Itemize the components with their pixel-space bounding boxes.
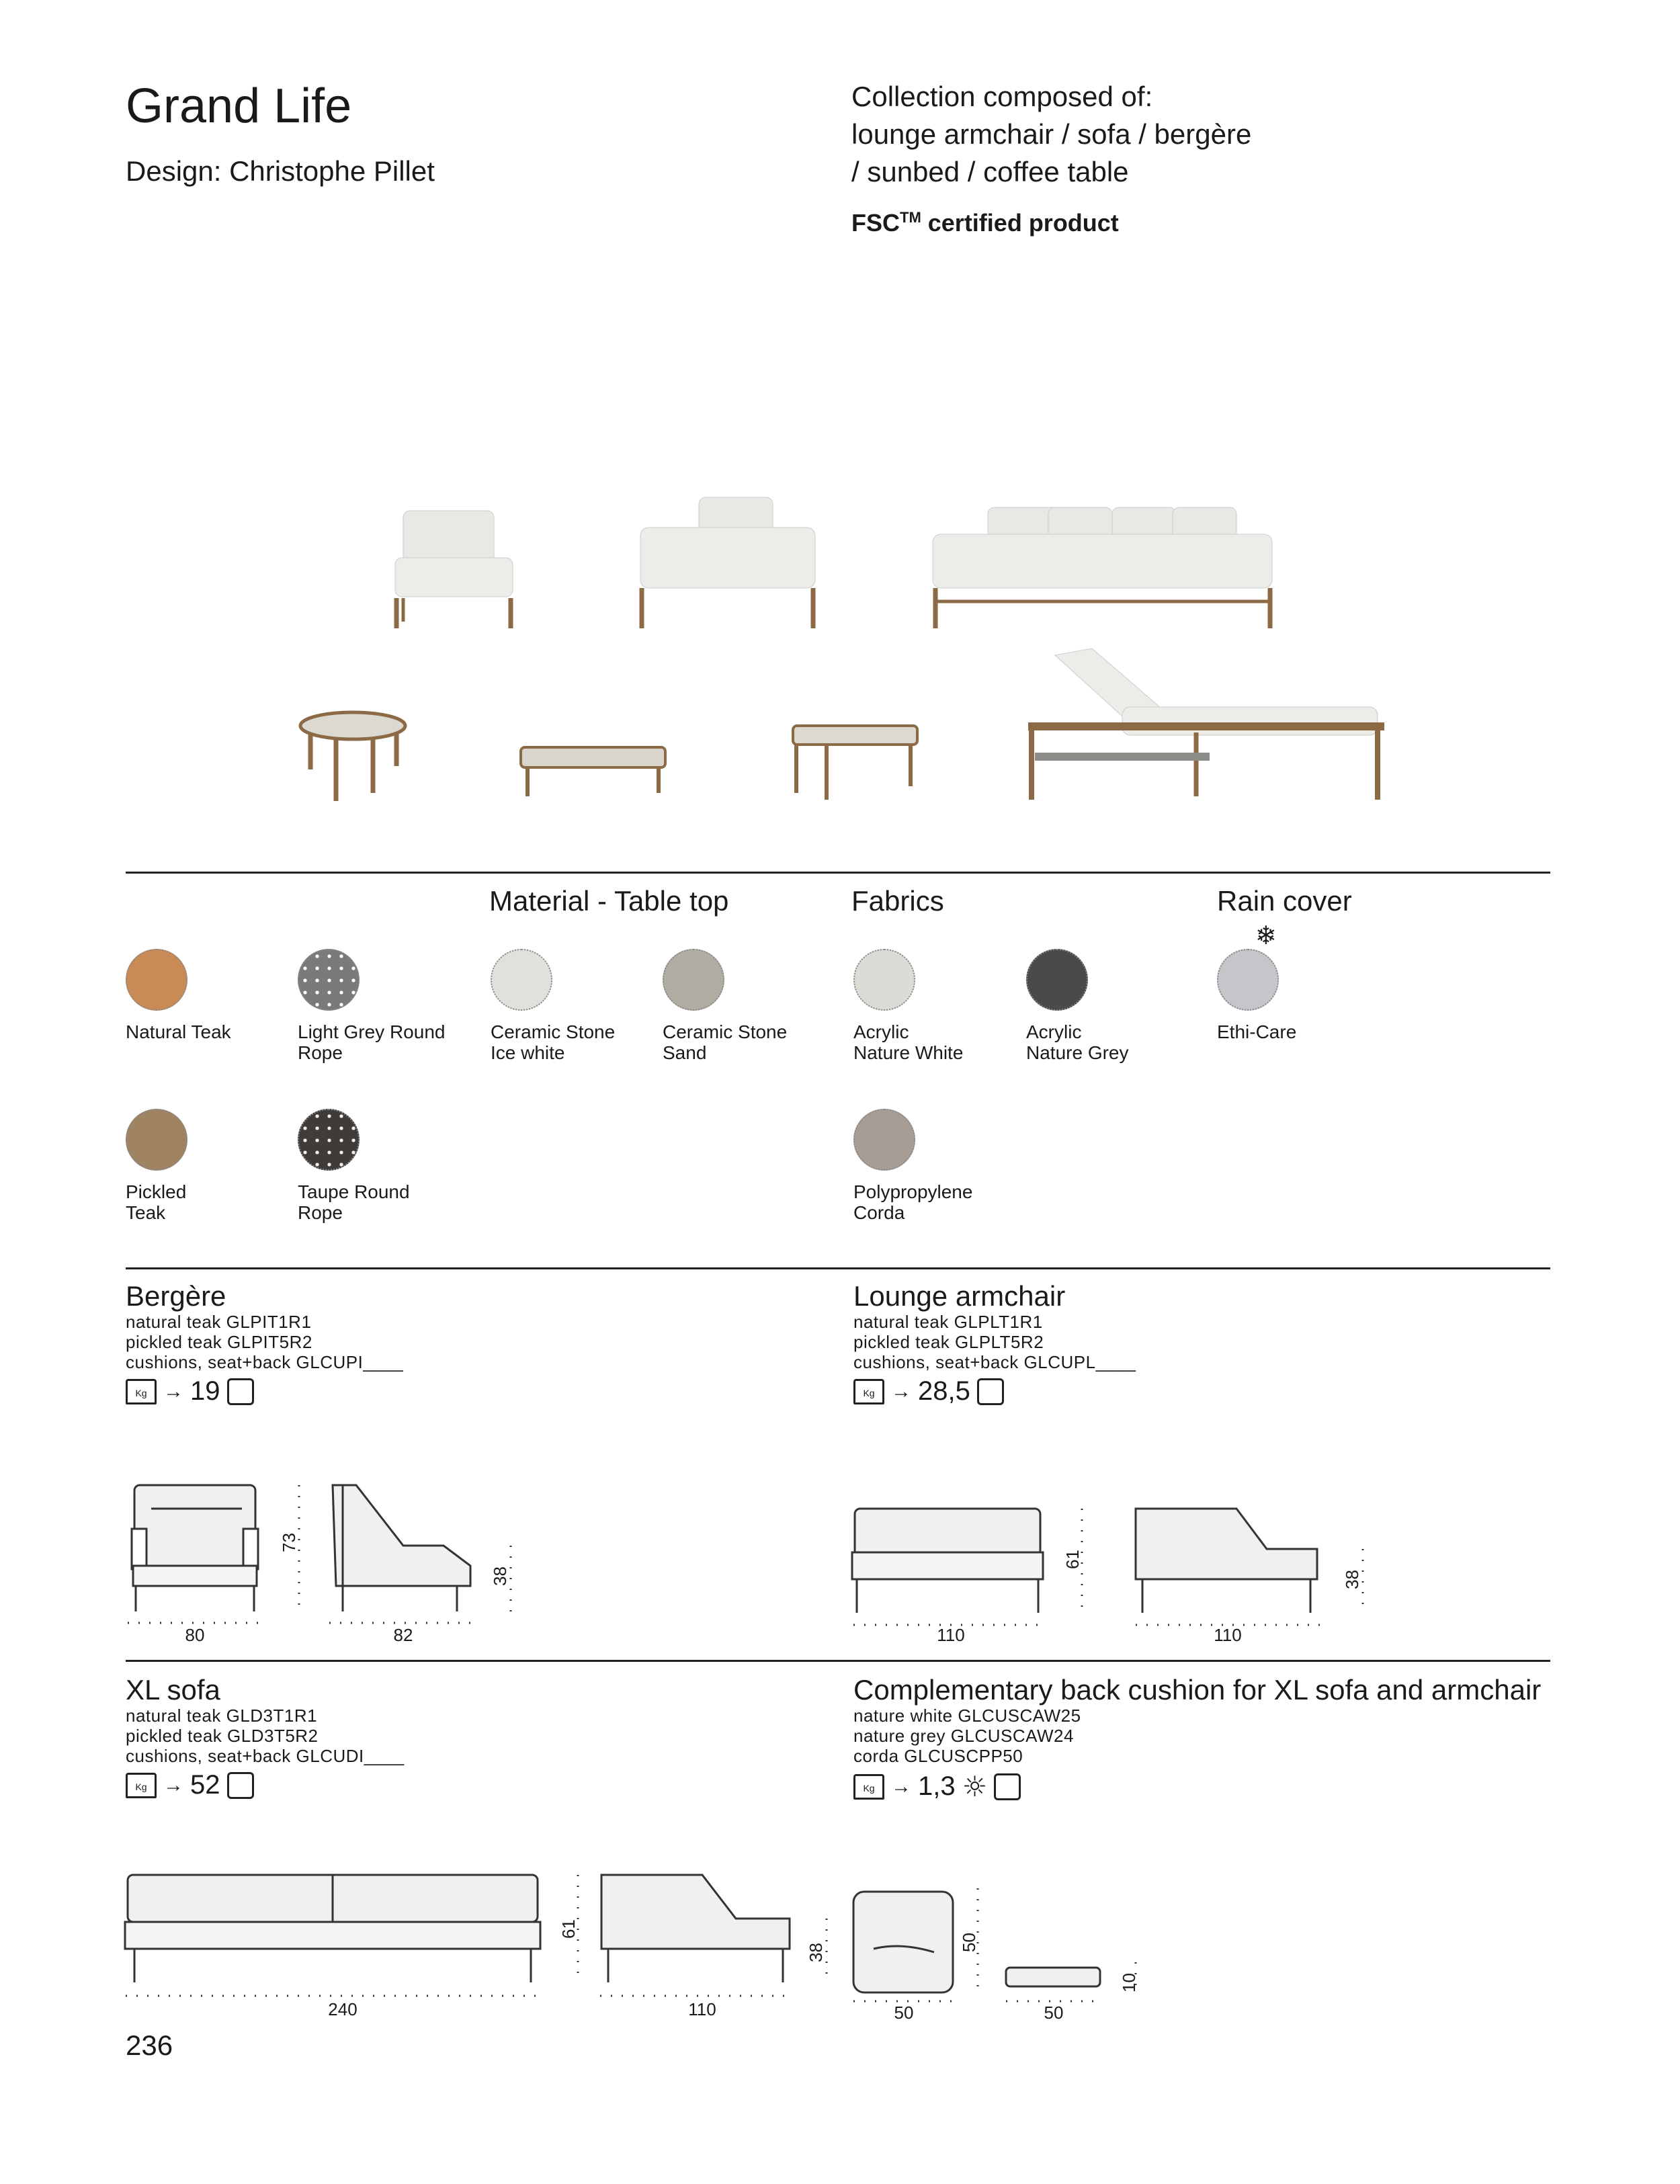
swatch-pickled-teak: Pickled Teak [126, 1109, 294, 1223]
arrow-icon: → [891, 1380, 911, 1402]
swatch-chip [663, 949, 724, 1011]
weight-value: 52 [190, 1770, 220, 1800]
collection-line: Collection composed of: [851, 81, 1153, 112]
snowflake-icon: ❄ [1255, 921, 1277, 950]
product-code: natural teak GLD3T1R1 [126, 1706, 318, 1726]
sofa-photo [933, 507, 1272, 628]
weight-row [853, 1770, 1541, 1803]
product-lounge-armchair [853, 1281, 1136, 1406]
weight-value: 1,3 [918, 1771, 956, 1801]
product-code: pickled teak GLD3T5R2 [126, 1726, 319, 1746]
product-title: XL sofa [126, 1674, 220, 1706]
cushion-icon [227, 1772, 254, 1799]
swatch-chip [126, 949, 187, 1011]
mid-table-photo [793, 726, 917, 800]
sunbed-photo [1028, 648, 1384, 800]
lounge-drawings [0, 1499, 1680, 1633]
divider [126, 1267, 1550, 1269]
product-code: natural teak GLPLT1R1 [853, 1312, 1043, 1332]
swatch-acrylic-nature-white: Acrylic Nature White [853, 949, 1021, 1063]
armchair-photo [395, 511, 513, 628]
collection-line: lounge armchair / sofa / bergère [851, 118, 1252, 150]
weight-kg-icon: Kg [853, 1774, 884, 1800]
dim-cushion-depth: 50 [1044, 2003, 1064, 2023]
arrow-icon: → [891, 1775, 911, 1798]
product-title: Bergère [126, 1280, 226, 1312]
weight-kg-icon: Kg [853, 1379, 884, 1404]
product-code: pickled teak GLPLT5R2 [853, 1332, 1044, 1352]
page-number: 236 [126, 2029, 173, 2061]
swatch-ceramic-sand: Ceramic Stone Sand [663, 949, 831, 1063]
fsc-label: FSC™ certified product [851, 209, 1119, 237]
collection-line: / sunbed / coffee table [851, 156, 1129, 187]
product-code: natural teak GLPIT1R1 [126, 1312, 312, 1332]
weight-value: 19 [190, 1376, 220, 1406]
cushion-icon [977, 1378, 1004, 1405]
product-code: nature white GLCUSCAW25 [853, 1706, 1081, 1726]
bergere-photo [640, 497, 815, 628]
swatch-chip [853, 1109, 915, 1171]
dim-height: 61 [1062, 1550, 1083, 1569]
swatch-chip [298, 1109, 360, 1171]
product-code: cushions, seat+back GLCUPL____ [853, 1352, 1136, 1372]
product-back-cushion [853, 1675, 1541, 1803]
cushion-icon [994, 1773, 1021, 1800]
dim-cushion-thickness: 10 [1118, 1973, 1139, 1992]
swatch-ceramic-ice-white: Ceramic Stone Ice white [491, 949, 659, 1063]
dim-seat-height: 38 [489, 1566, 510, 1586]
dim-width: 110 [937, 1625, 965, 1645]
dim-depth: 110 [688, 1999, 716, 2019]
product-code: corda GLCUSCPP50 [853, 1746, 1023, 1766]
weight-row [853, 1376, 1136, 1406]
arrow-icon: → [163, 1380, 183, 1402]
dim-seat-height: 38 [805, 1943, 826, 1962]
swatch-natural-teak: Natural Teak [126, 949, 294, 1042]
dim-cushion-height: 50 [958, 1933, 979, 1952]
swatch-chip [1026, 949, 1088, 1011]
product-code: pickled teak GLPIT5R2 [126, 1332, 312, 1352]
dim-depth: 110 [1214, 1625, 1242, 1645]
swatch-chip [1217, 949, 1279, 1011]
dim-height: 73 [278, 1533, 299, 1552]
swatch-chip [298, 949, 360, 1011]
dim-depth: 82 [393, 1625, 413, 1645]
product-bergere [126, 1281, 403, 1406]
weight-kg-icon: Kg [126, 1773, 157, 1798]
dim-seat-height: 38 [1341, 1570, 1362, 1589]
product-title: Lounge armchair [853, 1280, 1066, 1312]
product-title: Complementary back cushion for XL sofa and armchair [853, 1674, 1542, 1706]
product-code: cushions, seat+back GLCUDI____ [126, 1746, 405, 1766]
dim-cushion-width: 50 [894, 2003, 914, 2023]
page-title: Grand Life [126, 79, 352, 133]
divider [126, 872, 1550, 874]
swatch-chip [853, 949, 915, 1011]
heading-rain-cover: Rain cover [1217, 885, 1352, 917]
weight-row [126, 1770, 405, 1800]
low-table-photo [521, 747, 665, 796]
cushion-icon [227, 1378, 254, 1405]
swatch-light-grey-rope: Light Grey Round Rope [298, 949, 466, 1063]
swatch-ethi-care: Ethi-Care [1217, 949, 1385, 1042]
product-xl-sofa [126, 1675, 405, 1800]
round-table-photo [300, 712, 405, 801]
sun-icon: ☼ [962, 1770, 988, 1803]
weight-value: 28,5 [918, 1376, 970, 1406]
swatch-acrylic-nature-grey: Acrylic Nature Grey [1026, 949, 1194, 1063]
dim-width: 240 [328, 1999, 358, 2019]
product-code: cushions, seat+back GLCUPI____ [126, 1352, 404, 1372]
dim-height: 61 [558, 1919, 579, 1939]
heading-fabrics: Fabrics [851, 885, 944, 917]
xlsofa-drawings [0, 1868, 1680, 2003]
arrow-icon: → [163, 1773, 183, 1796]
weight-row [126, 1376, 403, 1406]
weight-kg-icon: Kg [126, 1379, 157, 1404]
dim-width: 80 [185, 1625, 205, 1645]
product-code: nature grey GLCUSCAW24 [853, 1726, 1074, 1746]
swatch-taupe-rope: Taupe Round Rope [298, 1109, 466, 1223]
swatch-chip [491, 949, 552, 1011]
swatch-chip [126, 1109, 187, 1171]
designer-credit: Design: Christophe Pillet [126, 155, 435, 187]
swatch-polypropylene-corda: Polypropylene Corda [853, 1109, 1021, 1223]
product-photos [0, 0, 1680, 847]
heading-table-top: Material - Table top [489, 885, 729, 917]
divider [126, 1660, 1550, 1662]
